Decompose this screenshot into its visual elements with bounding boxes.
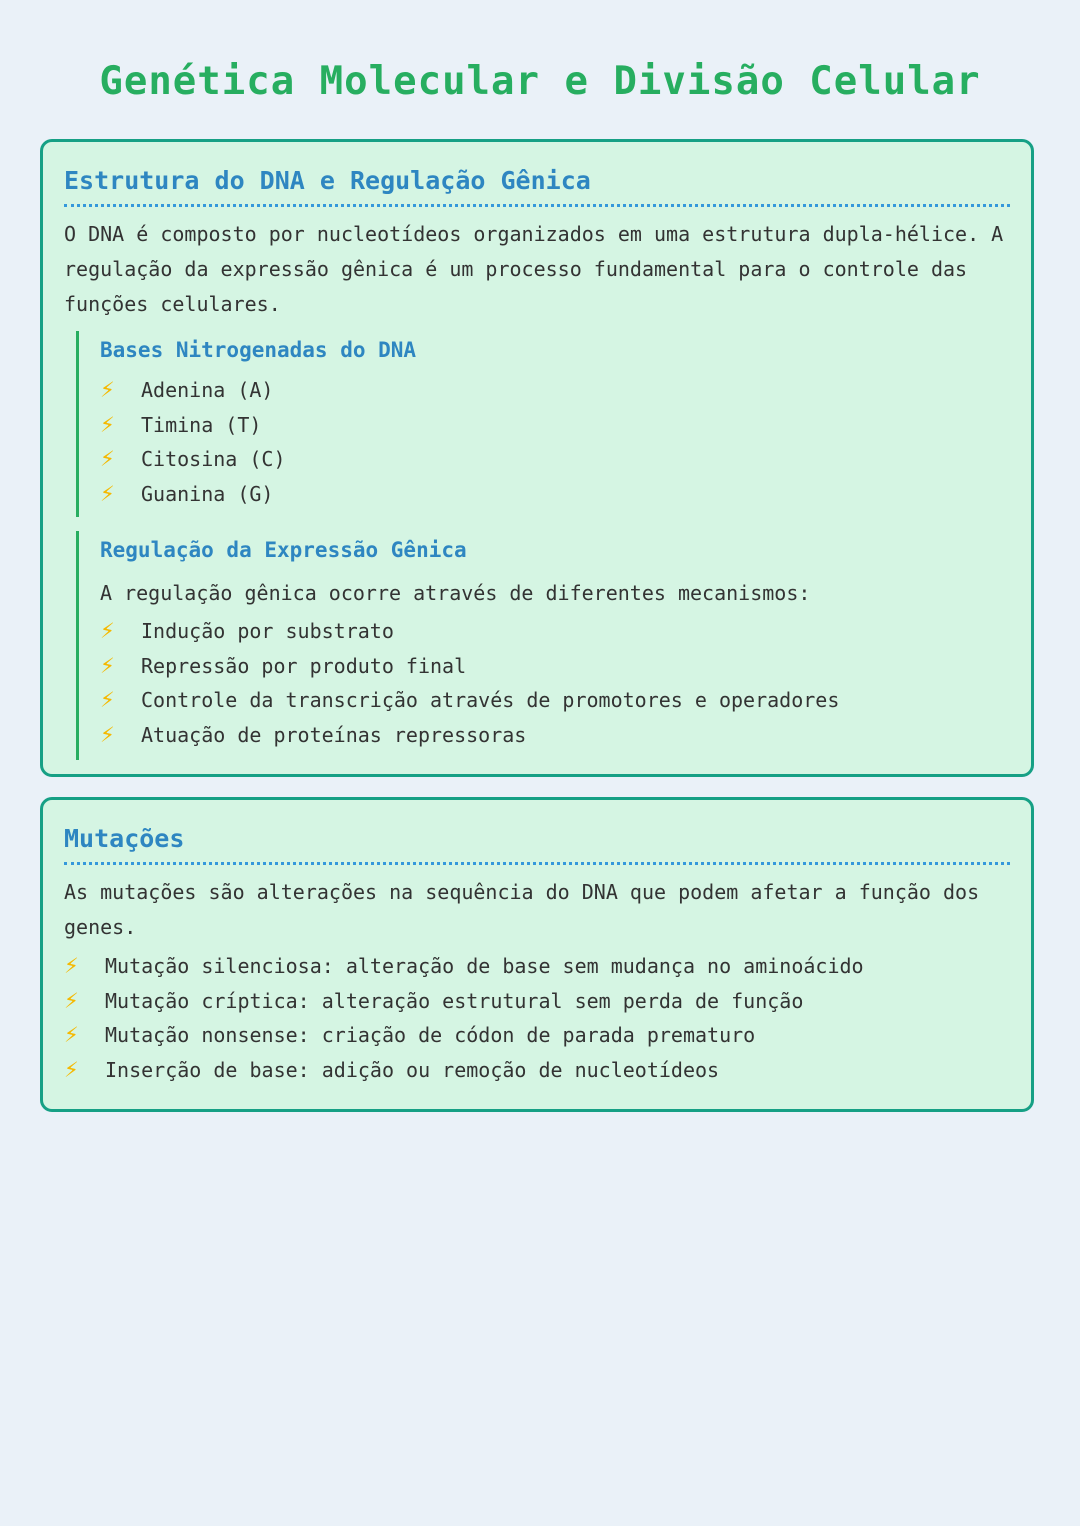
section-heading: Estrutura do DNA e Regulação Gênica xyxy=(64,160,1010,207)
list-item-text: Adenina (A) xyxy=(141,378,274,402)
list-item xyxy=(64,1018,1010,1053)
list-item-text: Controle da transcrição através de promotores e operadores xyxy=(141,688,840,712)
subsection-intro: A regulação gênica ocorre através de diferentes mecanismos: xyxy=(100,581,811,605)
list-item-text: Repressão por produto final xyxy=(141,653,467,678)
nitrogenous-bases-subsection xyxy=(76,331,1010,517)
lightning-bolt-icon: ⚡ xyxy=(64,1023,79,1047)
list-item-text: Indução por substrato xyxy=(141,619,394,643)
list-item xyxy=(100,649,1010,684)
list-item-text: Mutação nonsense: criação de códon de parada prematuro xyxy=(105,1023,756,1047)
lightning-bolt-icon: ⚡ xyxy=(64,954,79,978)
list-item xyxy=(64,1053,1010,1088)
list-item-text: Timina (T) xyxy=(141,412,262,437)
lightning-bolt-icon: ⚡ xyxy=(100,688,115,712)
list-item xyxy=(100,477,1010,512)
list-item-text: Atuação de proteínas repressoras xyxy=(141,722,527,747)
list-item-text: Guanina (G) xyxy=(141,481,274,506)
lightning-bolt-icon: ⚡ xyxy=(100,378,115,402)
list-item xyxy=(100,683,1010,718)
list-item xyxy=(64,984,1010,1019)
lightning-bolt-icon: ⚡ xyxy=(100,619,115,643)
list-item xyxy=(100,408,1010,443)
section-intro: O DNA é composto por nucleotídeos organizados em uma estrutura dupla-hélice. A regulação da expressão gênica é um processo fundamental para o controle das funções celulares. xyxy=(64,222,1004,316)
list-item xyxy=(100,373,1010,408)
bases-list xyxy=(100,373,1010,511)
subsection-heading: Regulação da Expressão Gênica xyxy=(100,538,467,562)
page-title: Genética Molecular e Divisão Celular xyxy=(99,59,981,104)
lightning-bolt-icon: ⚡ xyxy=(64,988,79,1013)
list-item xyxy=(100,718,1010,753)
lightning-bolt-icon: ⚡ xyxy=(100,653,115,678)
section-heading: Mutações xyxy=(64,818,1010,865)
subsection-heading: Bases Nitrogenadas do DNA xyxy=(100,338,417,362)
regulation-list xyxy=(100,614,1010,752)
lightning-bolt-icon: ⚡ xyxy=(100,447,115,471)
lightning-bolt-icon: ⚡ xyxy=(100,481,115,506)
lightning-bolt-icon: ⚡ xyxy=(100,722,115,747)
list-item xyxy=(100,442,1010,477)
mutations-list xyxy=(64,949,1010,1087)
gene-regulation-subsection xyxy=(76,531,1010,760)
list-item xyxy=(100,614,1010,649)
lightning-bolt-icon: ⚡ xyxy=(64,1057,79,1082)
list-item-text: Citosina (C) xyxy=(141,447,286,471)
list-item-text: Mutação silenciosa: alteração de base sem mudança no aminoácido xyxy=(105,954,864,978)
mutations-card xyxy=(40,797,1034,1112)
list-item-text: Inserção de base: adição ou remoção de nucleotídeos xyxy=(105,1057,720,1082)
list-item-text: Mutação críptica: alteração estrutural sem perda de função xyxy=(105,988,804,1013)
list-item xyxy=(64,949,1010,984)
dna-structure-card xyxy=(40,139,1034,777)
lightning-bolt-icon: ⚡ xyxy=(100,412,115,437)
section-intro: As mutações são alterações na sequência do DNA que podem afetar a função dos genes. xyxy=(64,880,980,939)
